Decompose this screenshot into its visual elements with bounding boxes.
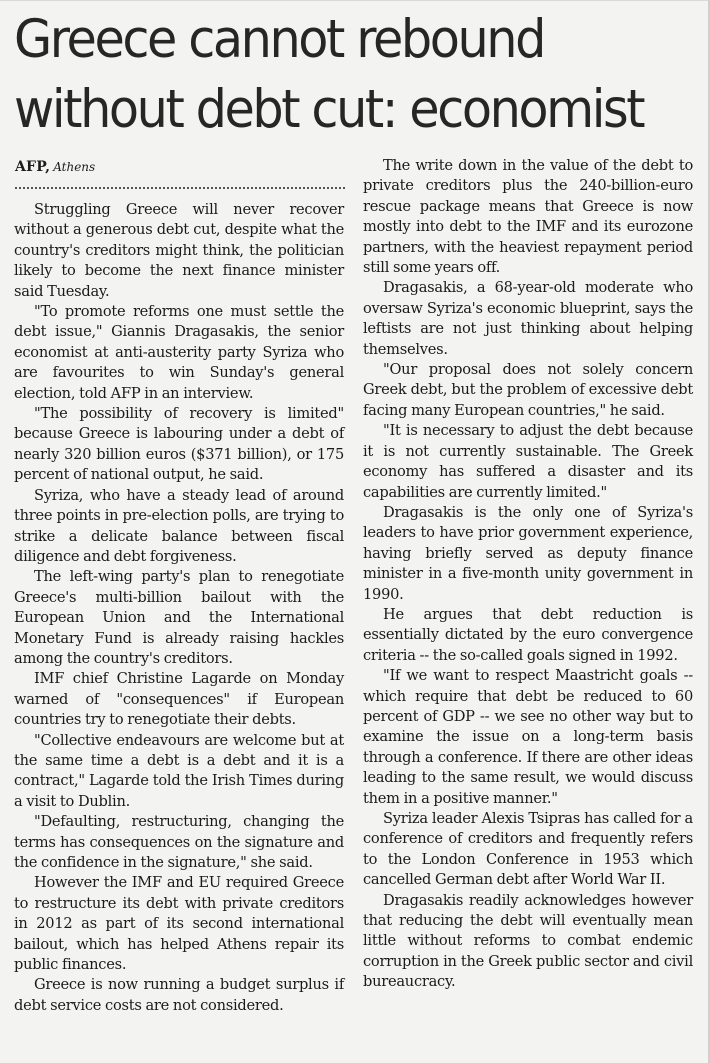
paragraph: "The possibility of recovery is limited" because Greece is labouring under a debt of nearly 320 billion euros ($371 billion), or 175 percent of national output, he said. (14, 405, 344, 484)
paragraph: Syriza, who have a steady lead of around three points in pre-election polls, are trying to strike a delicate balance between fiscal diligence and debt forgiveness. (14, 486, 344, 565)
paragraph: "It is necessary to adjust the debt because it is not currently sustainable. The Greek economy has suffered a disaster and its capabilities are currently limited." (363, 422, 693, 501)
paragraph: The write down in the value of the debt to private creditors plus the 240-billion-euro rescue package means that Greece is now mostly into debt to the IMF and its eurozone partners, with the heaviest repayment period still some years off. (363, 157, 693, 277)
paragraph: He argues that debt reduction is essentially dictated by the euro convergence criteria -- the so-called goals signed in 1992. (363, 605, 693, 664)
paragraph: Greece is now running a budget surplus if debt service costs are not considered. (14, 976, 344, 1014)
left-column (14, 200, 344, 1016)
paragraph: "Our proposal does not solely concern Greek debt, but the problem of excessive debt facing many European countries," he said. (363, 361, 693, 419)
paragraph: "Defaulting, restructuring, changing the terms has consequences on the signature and the confidence in the signature," she said. (14, 813, 344, 871)
paragraph: The left-wing party's plan to renegotiate Greece's multi-billion bailout with the European Union and the International Monetary Fund is already raising hackles among the country's creditors. (14, 568, 344, 667)
paragraph: Dragasakis, a 68-year-old moderate who oversaw Syriza's economic blueprint, says the leftists are not just thinking about helping themselves. (363, 279, 693, 358)
paragraph: "Collective endeavours are welcome but at the same time a debt is a debt and it is a contract," Lagarde told the Irish Times during a visit to Dublin. (14, 731, 344, 810)
headline: Greece cannot rebound without debt cut: economist (14, 9, 644, 140)
byline-agency: AFP, (15, 159, 51, 175)
paragraph: "If we want to respect Maastricht goals -- which require that debt be reduced to 60 percent of GDP -- we see no other way but to examine the issue on a long-term basis through a conference. If there are other ideas leading to the same result, we would discuss them in a positive manner." (363, 667, 693, 807)
byline (15, 158, 95, 177)
paragraph: However the IMF and EU required Greece to restructure its debt with private creditors in 2012 as part of its second international bailout, which has helped Athens repair its public finances. (14, 874, 344, 974)
paragraph: "To promote reforms one must settle the debt issue," Giannis Dragasakis, the senior economist at anti-austerity party Syriza who are favourites to win Sunday's general election, told AFP in an interview. (14, 303, 344, 402)
byline-city: Athens (53, 160, 96, 174)
paragraph: Syriza leader Alexis Tsipras has called for a conference of creditors and frequently refers to the London Conference in 1953 which cancelled German debt after World War II. (363, 810, 693, 889)
right-column (363, 156, 693, 993)
paragraph: Struggling Greece will never recover without a generous debt cut, despite what the country's creditors might think, the politician likely to become the next finance minister said Tuesday. (14, 201, 344, 300)
paragraph: Dragasakis readily acknowledges however that reducing the debt will eventually mean little without reforms to combat endemic corruption in the Greek public sector and civil bureaucracy. (363, 891, 693, 991)
paragraph: IMF chief Christine Lagarde on Monday warned of "consequences" if European countries try to renegotiate their debts. (14, 670, 344, 729)
paragraph: Dragasakis is the only one of Syriza's leaders to have prior government experience, having briefly served as deputy finance minister in a five-month unity government in 1990. (363, 503, 693, 603)
dotted-divider (15, 187, 345, 189)
